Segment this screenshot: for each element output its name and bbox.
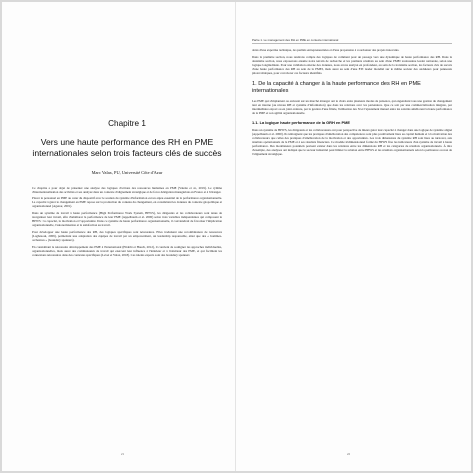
paragraph: Dans un système de HPWS, les dirigeants et les collaborateurs ont pour perspective de mieux gérer leur capacité à changer dans une logique de système aligné (Appelbaum et al. 2000). Ils témoignent que les pratiques d'amélioration des compétences sont plus positivement liées au capital humain et à la motivation des collaborateurs que celles des pratiques d'amélioration de la motivation et des opportunités. Les trois dimensions du système RH sont liées au turnover, aux résultats opérationnels de la PME et à ses résultats financiers. Ce modèle tridimensionnel formé du HPWS fixe les indicateurs d'un système de travail à haute performance. Des modérateurs potentiels peuvent exister dans les relations entre les dimensions RH et les catégories de résultats organisationnels. À titre d'exemple, des analyses ont indiqué que le secteur industriel peut limiter la relation entre HPWS et les résultats organisationnels selon la pertinence ou non de l'alignement stratégique.: [252, 127, 452, 157]
section-heading: 1. De la capacité à changer à la haute performance des RH en PME internationales: [252, 80, 421, 94]
page-number: 21: [121, 452, 124, 456]
paragraph: Dans la première section, nous rendrons compte des logiques de comment pour un passage vers une dynamique de haute performance des RH. Dans la deuxième section, nous exposerons ensuite notre terrain de recherche et les premiers résultats au sein d'une PMEI toulousaine leader nationale, selon une logique longitudinale. Pour une validation externe des données, nous avons analysé en profondeur, au sein de la troisième section, les facteurs clés de succès d'une haute performance des RH au sein de la PMEI, mais aussi au sein d'une ETI leader mondial sur le même secteur des onduleurs pour panneaux photovoltaïques, pour corroborer ces facteurs identifiés.: [252, 54, 452, 75]
chapter-label: Chapitre 1: [108, 119, 146, 128]
paragraph: Pour développer une haute performance des RH, des logiques spécifiques sont nécessaires. Elles traduisent une recombinaison de ressources (Laghzaoui, 2009), permettant une adaptation des équipes de travail par un empowerment, un leadership responsable, ainsi que des « hommes-orchestres » (boundary spanners).: [32, 229, 222, 242]
chapter-title: Vers une haute performance des RH en PME internationales selon trois facteurs clés de succès: [32, 137, 222, 158]
left-page: [2, 2, 236, 471]
paragraph: Placer le personnel en PME au cœur du dispositif avec le soutien du système d'information est un enjeu essentiel de la performance organisationnelle. La capacité à gérer le changement en PME repose sur la production du contenu du changement, en considérant les données du contexte géopolitique et organisationnel (Agenor, 2001).: [32, 196, 222, 209]
subsection-heading: 1.1. La logique haute performance de la GRH en PME: [252, 119, 350, 125]
paragraph: Ce chapitre a pour objet de présenter une analyse des logiques d'actions des ressources humaines en PME (Valette et al., 2019). Le rythme d'internationalisation des activités et ses analysé dans un contexte d'alignement stratégique et de force délégation managériale en France et à l'étranger.: [32, 185, 222, 194]
left-body: [32, 186, 222, 257]
paragraph: En considérant le nécessaire développement des PME à l'international (Eliabbi et Hauch, 2012), il convient de souligner les approches individuelles, organisationnelles, mais aussi des communautés de travail qui exercent leur influence à l'intérieur et à l'extérieur des PME, et qui facilitent les connexions nécessaires dans des contextes spécifiques (Levet et Valax, 2018). Ces talents experts sont des boundary spanners: [32, 244, 222, 257]
paragraph: Les PME qui s'implantent ou œuvrent sur un marché étranger ont le choix entre plusieurs modes de présence, qui engendrent tous une gestion du changement tant en interne (au niveau RH et système d'information) que dans les relations avec les partenaires. Que ce soit par une commercialisation intégrée, par intermédiaire export ou en joint-venture, par la gestion d'une filiale, l'utilisation des SI et l'ajustement mutuel entre les salariés améliorent la haute performance de la PME et son agilité organisationnelle.: [252, 98, 452, 115]
running-head: Partie 1. Le management des RH en PME en contexte international: [252, 38, 452, 44]
book-spread: [2, 2, 471, 471]
right-page: [236, 2, 470, 471]
right-body: [252, 48, 452, 156]
author-line: Marc Valax, PU, Université Côte d'Azur: [91, 169, 163, 175]
page-number: 22: [347, 452, 350, 456]
paragraph: Dans un système de travail à haute performance (High Performance Work System, HPWS), les dirigeants et les collaborateurs sont tenus de réorganiser leur travail, afin d'améliorer la performance de leur PME (Appelbaum et al. 2000) selon trois variables indépendantes qui composent le HPWS : la capacité, la motivation et l'opportunité. Dans ce système de haute performance organisationnelle, il conviendrait de favoriser l'implication organisationnelle, l'autonomisation et la satisfaction au travail.: [32, 211, 222, 228]
paragraph: dotés d'une expertise technique, de qualités entrepreneuriales et d'une propension à coordonner des projets innovants.: [252, 48, 400, 52]
